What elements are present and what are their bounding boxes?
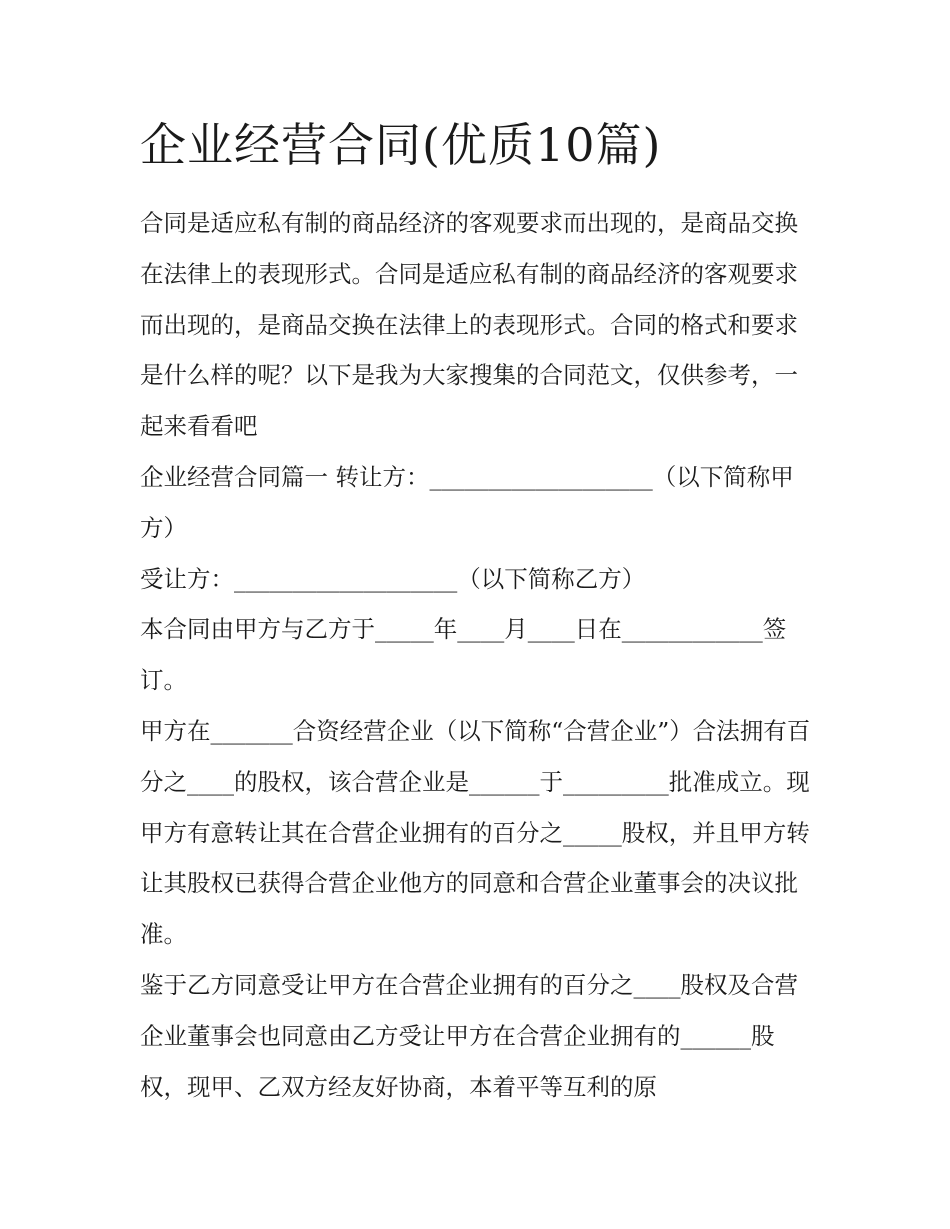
transferee-paragraph: 受让方：___________________（以下简称乙方）: [140, 564, 646, 593]
agreement-paragraph: 鉴于乙方同意受让甲方在合营企业拥有的百分之____股权及合营企业董事会也同意由乙方受让甲方在合营企业拥有的______股权，现甲、乙双方经友好协商，本着平等互利的原: [140, 970, 798, 1101]
transferor-paragraph: 企业经营合同篇一 转让方：___________________（以下简称甲方）: [140, 462, 794, 542]
equity-paragraph: 甲方在_______合资经营企业（以下简称“合营企业”）合法拥有百分之____的股权，该合营企业是______于_________批准成立。现甲方有意转让其在合营企业拥有的百分之_____股权，并且甲方转让其股权已获得合营企业他方的同意和合营企业董事会的决议批准。: [140, 716, 811, 949]
document-body: [140, 198, 820, 1112]
document-title: 企业经营合同(优质10篇): [140, 118, 662, 172]
signing-date-paragraph: 本合同由甲方与乙方于_____年____月____日在____________签订。: [140, 615, 787, 695]
intro-paragraph: 合同是适应私有制的商品经济的客观要求而出现的，是商品交换在法律上的表现形式。合同是适应私有制的商品经济的客观要求而出现的，是商品交换在法律上的表现形式。合同的格式和要求是什么样的呢？以下是我为大家搜集的合同范文，仅供参考，一起来看看吧: [140, 209, 798, 441]
